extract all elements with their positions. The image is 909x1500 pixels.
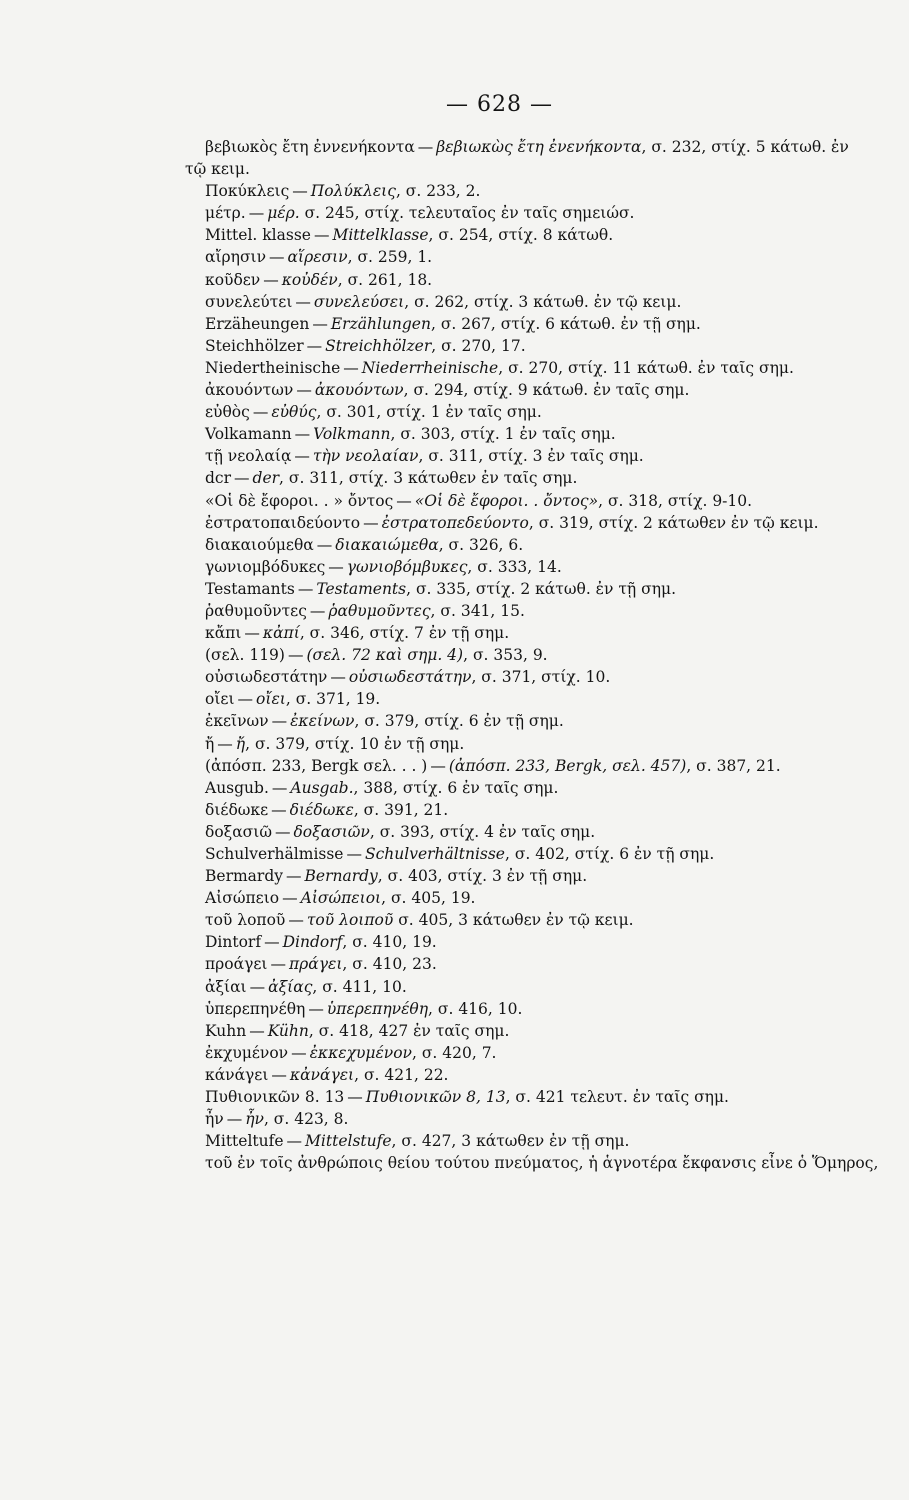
- erroneous-text: κάνάγει: [205, 1065, 269, 1084]
- erroneous-text: τοῦ λοποῦ: [205, 911, 286, 930]
- location-reference: , σ. 391, 21.: [353, 800, 449, 819]
- separator-dash: —: [330, 668, 346, 687]
- separator-dash: —: [271, 778, 288, 797]
- location-reference: , σ. 346, στίχ. 7 ἐν τῇ σημ.: [299, 624, 510, 643]
- location-reference: , σ. 311, στίχ. 3 κάτωθεν ἐν ταῖς σημ.: [279, 469, 578, 488]
- erroneous-text: ἐκχυμένον: [205, 1043, 289, 1062]
- separator-dash: —: [308, 999, 324, 1018]
- errata-entry: [205, 644, 895, 666]
- corrected-text: «Οἱ δὲ ἔφοροι. . ὄντος»: [414, 491, 599, 510]
- corrected-text: διακαιώμεθα: [335, 535, 439, 554]
- errata-entry: [205, 622, 895, 644]
- erroneous-text: κοῦδεν: [205, 270, 261, 289]
- separator-dash: —: [271, 800, 287, 819]
- erroneous-text: ἤ: [205, 734, 215, 753]
- erroneous-text: Ποκύκλεις: [205, 182, 290, 201]
- erroneous-text: Kuhn: [205, 1021, 247, 1040]
- separator-dash: —: [292, 182, 308, 201]
- corrected-text: αἵρεσιν: [287, 248, 348, 267]
- location-reference: , σ. 410, 19.: [342, 933, 437, 952]
- corrected-text: ἐκκεχυμένον: [309, 1043, 412, 1062]
- corrected-text: ἦν: [245, 1110, 264, 1129]
- erroneous-text: Testamants: [205, 579, 295, 598]
- separator-dash: —: [286, 1132, 303, 1151]
- errata-entry: [205, 1086, 895, 1108]
- separator-dash: —: [430, 756, 446, 775]
- location-reference: , σ. 405, 19.: [381, 889, 476, 908]
- page-number: — 628 —: [446, 92, 553, 117]
- location-reference: , σ. 270, 17.: [431, 336, 526, 355]
- corrected-text: γωνιοβόμβυκες: [346, 557, 468, 576]
- separator-dash: —: [252, 403, 269, 422]
- corrected-text: Πολύκλεις: [310, 182, 396, 201]
- errata-entry: [205, 401, 895, 423]
- separator-dash: —: [263, 270, 279, 289]
- errata-entry: [205, 909, 895, 931]
- erroneous-text: Volkamann: [205, 425, 292, 444]
- corrected-text: διέδωκε: [289, 800, 354, 819]
- location-reference: , σ. 371, στίχ. 10.: [471, 668, 611, 687]
- separator-dash: —: [287, 646, 304, 665]
- erroneous-text: Steichhölzer: [205, 336, 304, 355]
- separator-dash: —: [346, 845, 362, 863]
- corrected-text: Testaments: [316, 579, 407, 598]
- erroneous-text: οἴει: [205, 690, 235, 709]
- errata-entry: [205, 710, 895, 732]
- location-reference: , σ. 379, στίχ. 6 ἐν τῇ σημ.: [354, 712, 564, 731]
- corrected-text: βεβιωκὼς ἔτη ἐνενήκοντα: [436, 138, 642, 156]
- corrected-text: συνελεύσει: [313, 292, 405, 311]
- location-reference: , σ. 311, στίχ. 3 ἐν ταῖς σημ.: [418, 447, 644, 466]
- location-reference: , σ. 301, στίχ. 1 ἐν ταῖς σημ.: [316, 403, 542, 422]
- corrected-text: Ausgab.: [290, 778, 354, 797]
- erroneous-text: ἀξίαι: [205, 977, 247, 996]
- location-reference: , σ. 335, στίχ. 2 κάτωθ. ἐν τῇ σημ.: [406, 579, 676, 598]
- separator-dash: —: [271, 712, 288, 731]
- errata-list: [185, 136, 895, 1174]
- location-reference: τοῦ ἐν τοῖς ἀνθρώποις θείου τούτου πνεύματος, ἡ ἁγνοτέρα ἔκφανσις εἶνε ὁ Ὅμηρος,: [205, 1154, 879, 1173]
- location-reference: , σ. 379, στίχ. 10 ἐν τῇ σημ.: [245, 734, 465, 753]
- corrected-text: ἐκείνων: [290, 712, 355, 731]
- corrected-text: Schulverhältnisse: [364, 845, 505, 863]
- erroneous-text: συνελεύτει: [205, 292, 293, 311]
- erroneous-text: Αἰσώπειο: [205, 889, 280, 908]
- corrected-text: Volkmann: [313, 425, 391, 444]
- separator-dash: —: [249, 1021, 265, 1040]
- errata-entry: [205, 733, 895, 755]
- location-reference: σ. 245, στίχ. τελευταῖος ἐν ταῖς σημειώσ.: [299, 204, 635, 223]
- corrected-text: Kühn: [267, 1021, 309, 1040]
- corrected-text: ἐστρατοπεδεύοντο: [381, 513, 529, 532]
- separator-dash: —: [296, 381, 312, 400]
- location-reference: , σ. 387, 21.: [686, 756, 781, 775]
- errata-entry: [205, 755, 895, 777]
- corrected-text: εὐθύς: [271, 403, 317, 422]
- location-reference: , σ. 232, στίχ. 5 κάτωθ. ἐν: [641, 138, 849, 156]
- entry-continuation: τῷ κειμ.: [185, 160, 250, 179]
- erroneous-text: ἐκεῖνων: [205, 712, 269, 731]
- erroneous-text: ἀκουόντων: [205, 381, 294, 400]
- erroneous-text: μέτρ.: [205, 204, 246, 223]
- corrected-text: κἀπί: [262, 624, 300, 643]
- erroneous-text: εὐθὸς: [205, 403, 250, 422]
- errata-entry: [205, 777, 895, 799]
- erroneous-text: «Οἱ δὲ ἔφοροι. . » ὄντος: [205, 491, 394, 510]
- location-reference: , σ. 423, 8.: [263, 1110, 349, 1129]
- corrected-text: οὐσιωδεστάτην: [348, 668, 472, 687]
- location-reference: , σ. 421, 22.: [354, 1065, 449, 1084]
- location-reference: , σ. 393, στίχ. 4 ἐν ταῖς σημ.: [369, 822, 596, 841]
- location-reference: , σ. 262, στίχ. 3 κάτωθ. ἐν τῷ κειμ.: [404, 292, 682, 311]
- separator-dash: —: [226, 1110, 243, 1129]
- errata-entry: [205, 666, 895, 688]
- erroneous-text: αἴρησιν: [205, 248, 267, 267]
- separator-dash: —: [217, 734, 233, 753]
- separator-dash: —: [347, 1088, 363, 1107]
- location-reference: , σ. 254, στίχ. 8 κάτωθ.: [428, 226, 614, 245]
- location-reference: , σ. 411, 10.: [312, 977, 407, 996]
- separator-dash: —: [274, 822, 291, 841]
- errata-entry: [205, 556, 895, 578]
- location-reference: , σ. 303, στίχ. 1 ἐν ταῖς σημ.: [390, 425, 616, 444]
- errata-entry: [205, 1130, 895, 1152]
- erroneous-text: (ἀπόσπ. 233, Bergk σελ. . . ): [205, 756, 428, 775]
- errata-entry: [205, 931, 895, 953]
- location-reference: , σ. 294, στίχ. 9 κάτωθ. ἐν ταῖς σημ.: [403, 381, 690, 400]
- separator-dash: —: [294, 447, 310, 466]
- location-reference: , σ. 420, 7.: [411, 1043, 497, 1062]
- location-reference: , σ. 318, στίχ. 9-10.: [598, 491, 753, 510]
- separator-dash: —: [328, 557, 344, 576]
- corrected-text: ῥαθυμοῦντες: [328, 601, 431, 620]
- corrected-text: ἀκουόντων: [314, 381, 404, 400]
- location-reference: , σ. 421 τελευτ. ἐν ταῖς σημ.: [505, 1088, 729, 1107]
- erroneous-text: Dintorf: [205, 933, 262, 952]
- separator-dash: —: [294, 425, 311, 444]
- corrected-text: Mittelklasse: [332, 226, 429, 245]
- corrected-text: Dindorf: [282, 933, 343, 952]
- errata-entry: [205, 1152, 895, 1174]
- separator-dash: —: [271, 1065, 287, 1084]
- errata-entry: [205, 821, 895, 843]
- errata-entry: [205, 180, 895, 202]
- errata-entry: [205, 357, 895, 379]
- separator-dash: —: [343, 358, 359, 377]
- separator-dash: —: [417, 138, 434, 156]
- erroneous-text: Niedertheinische: [205, 358, 341, 377]
- erroneous-text: Schulverhälmisse: [205, 845, 344, 863]
- erroneous-text: Πυθιονικῶν 8. 13: [205, 1088, 345, 1107]
- errata-entry: [205, 998, 895, 1020]
- erroneous-text: βεβιωκὸς ἔτη ἐννενήκοντα: [205, 138, 415, 156]
- erroneous-text: dcr: [205, 469, 232, 488]
- corrected-text: (ἀπόσπ. 233, Bergk, σελ. 457): [448, 756, 687, 775]
- errata-entry: [205, 291, 895, 313]
- location-reference: , σ. 410, 23.: [342, 955, 437, 974]
- erroneous-text: Mitteltufe: [205, 1132, 284, 1151]
- separator-dash: —: [312, 314, 328, 333]
- separator-dash: —: [291, 1043, 307, 1062]
- erroneous-text: γωνιομβόδυκες: [205, 557, 326, 576]
- corrected-text: Αἰσώπειοι: [300, 889, 382, 908]
- erroneous-text: οὐσιωδεστάτην: [205, 668, 328, 687]
- errata-entry: [205, 335, 895, 357]
- separator-dash: —: [297, 579, 314, 598]
- separator-dash: —: [396, 491, 412, 510]
- errata-entry: [205, 313, 895, 335]
- corrected-text: ἤ: [235, 734, 246, 753]
- erroneous-text: (σελ. 119): [205, 646, 285, 665]
- location-reference: , σ. 259, 1.: [347, 248, 433, 267]
- separator-dash: —: [270, 955, 286, 974]
- location-reference: , σ. 261, 18.: [337, 270, 433, 289]
- errata-entry: [205, 578, 895, 600]
- location-reference: , σ. 402, στίχ. 6 ἐν τῇ σημ.: [504, 845, 715, 863]
- location-reference: , σ. 267, στίχ. 6 κάτωθ. ἐν τῇ σημ.: [430, 314, 701, 333]
- location-reference: , σ. 341, 15.: [430, 601, 525, 620]
- location-reference: , σ. 270, στίχ. 11 κάτωθ. ἐν ταῖς σημ.: [498, 358, 794, 377]
- separator-dash: —: [282, 889, 298, 908]
- errata-entry: [205, 688, 895, 710]
- separator-dash: —: [288, 911, 304, 930]
- errata-entry: [205, 423, 895, 445]
- separator-dash: —: [248, 204, 265, 223]
- erroneous-text: Ausgub.: [205, 778, 269, 797]
- corrected-text: (σελ. 72 καὶ σημ. 4): [306, 646, 464, 665]
- separator-dash: —: [244, 624, 260, 643]
- errata-entry: [205, 269, 895, 291]
- errata-entry: [205, 224, 895, 246]
- location-reference: , σ. 353, 9.: [463, 646, 548, 665]
- erroneous-text: ὑπερεπηνέθη: [205, 999, 306, 1018]
- location-reference: , σ. 233, 2.: [395, 182, 481, 201]
- corrected-text: der: [252, 469, 280, 488]
- separator-dash: —: [237, 690, 254, 709]
- location-reference: , σ. 319, στίχ. 2 κάτωθεν ἐν τῷ κειμ.: [528, 513, 819, 532]
- errata-entry: [205, 953, 895, 975]
- corrected-text: Erzählungen: [330, 314, 431, 333]
- erroneous-text: Bermardy: [205, 867, 283, 886]
- erroneous-text: διέδωκε: [205, 800, 269, 819]
- erroneous-text: κἄπι: [205, 624, 242, 643]
- corrected-text: οἴει: [256, 690, 286, 709]
- location-reference: , σ. 427, 3 κάτωθεν ἐν τῇ σημ.: [391, 1132, 630, 1151]
- errata-entry: [205, 379, 895, 401]
- erroneous-text: διακαιούμεθα: [205, 535, 314, 554]
- errata-entry: [205, 534, 895, 556]
- corrected-text: δοξασιῶν: [293, 822, 370, 841]
- erroneous-text: δοξασιῶ: [205, 822, 272, 841]
- location-reference: , σ. 403, στίχ. 3 ἐν τῇ σημ.: [377, 867, 588, 886]
- separator-dash: —: [316, 535, 333, 554]
- location-reference: , σ. 326, 6.: [438, 535, 524, 554]
- separator-dash: —: [249, 977, 266, 996]
- separator-dash: —: [363, 513, 379, 532]
- corrected-text: μέρ.: [267, 204, 300, 223]
- erroneous-text: προάγει: [205, 955, 268, 974]
- corrected-text: κἀνάγει: [289, 1065, 355, 1084]
- corrected-text: τοῦ λοιποῦ: [306, 911, 394, 930]
- location-reference: σ. 405, 3 κάτωθεν ἐν τῷ κειμ.: [393, 911, 634, 930]
- separator-dash: —: [269, 248, 285, 267]
- errata-entry: [205, 1020, 895, 1042]
- errata-entry: [205, 887, 895, 909]
- errata-entry: [205, 600, 895, 622]
- separator-dash: —: [286, 867, 302, 886]
- erroneous-text: Erzäheungen: [205, 314, 310, 333]
- errata-entry: [185, 136, 895, 180]
- errata-entry: [205, 865, 895, 887]
- location-reference: , σ. 418, 427 ἐν ταῖς σημ.: [308, 1021, 510, 1040]
- separator-dash: —: [306, 336, 323, 355]
- errata-entry: [205, 1042, 895, 1064]
- location-reference: , σ. 333, 14.: [467, 557, 562, 576]
- corrected-text: Mittelstufe: [305, 1132, 392, 1151]
- erroneous-text: ῥαθυμοῦντες: [205, 601, 307, 620]
- separator-dash: —: [309, 601, 326, 620]
- corrected-text: κοὐδέν: [281, 270, 338, 289]
- errata-entry: [205, 445, 895, 467]
- errata-entry: [205, 976, 895, 998]
- errata-entry: [205, 799, 895, 821]
- erroneous-text: Mittel. klasse: [205, 226, 311, 245]
- errata-entry: [205, 512, 895, 534]
- errata-entry: [205, 467, 895, 489]
- erroneous-text: ἦν: [205, 1110, 224, 1129]
- location-reference: , σ. 371, 19.: [285, 690, 381, 709]
- corrected-text: Πυθιονικῶν 8, 13: [365, 1088, 506, 1107]
- corrected-text: ἀξίας: [268, 977, 313, 996]
- location-reference: , 388, στίχ. 6 ἐν ταῖς σημ.: [353, 778, 559, 797]
- errata-entry: [205, 246, 895, 268]
- errata-entry: [205, 202, 895, 224]
- errata-entry: [205, 490, 895, 512]
- location-reference: , σ. 416, 10.: [428, 999, 523, 1018]
- erroneous-text: ἐστρατοπαιδεύοντο: [205, 513, 361, 532]
- errata-entry: [205, 1064, 895, 1086]
- corrected-text: Bernardy: [304, 867, 378, 886]
- corrected-text: τὴν νεολαίαν: [312, 447, 419, 466]
- corrected-text: πράγει: [288, 955, 343, 974]
- corrected-text: Niederrheinische: [361, 358, 499, 377]
- errata-entry: [205, 1108, 895, 1130]
- errata-entry: [205, 843, 895, 865]
- erroneous-text: τῇ νεολαίᾳ: [205, 447, 292, 466]
- separator-dash: —: [313, 226, 330, 245]
- separator-dash: —: [264, 933, 280, 952]
- separator-dash: —: [295, 292, 311, 311]
- separator-dash: —: [234, 469, 250, 488]
- corrected-text: ὑπερεπηνέθη: [326, 999, 429, 1018]
- corrected-text: Streichhölzer: [325, 336, 432, 355]
